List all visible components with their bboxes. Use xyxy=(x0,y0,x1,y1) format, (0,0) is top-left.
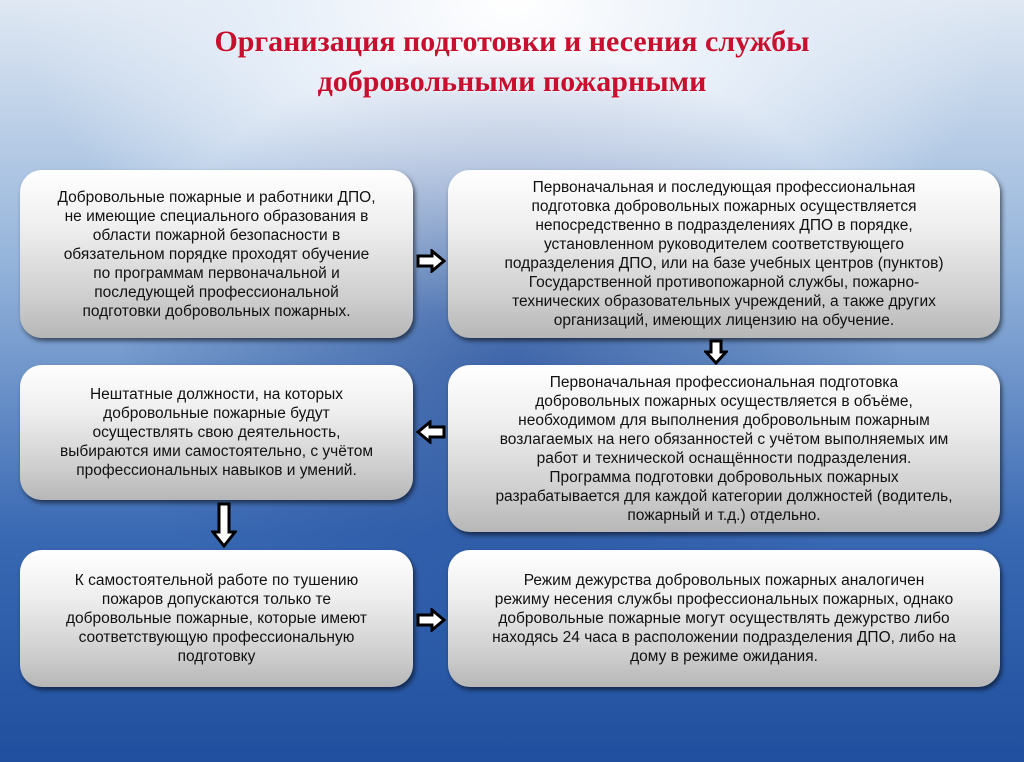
box-training-location xyxy=(448,170,1000,338)
down-arrow-icon xyxy=(704,339,728,365)
box-duty-regime-text: Режим дежурства добровольных пожарных аналогичен режиму несения службы профессиональных пожарных, однако добровольные пожарные могут осуществлять дежурство либо находясь 24 часа в расположении подразделения ДПО, либо на дому в режиме ожидания. xyxy=(492,572,956,665)
box-nonstaff-positions-text: Нештатные должности, на которых добровольные пожарные будут осуществлять свою деятельность, выбираются ими самостоятельно, с учётом профессиональных навыков и умений. xyxy=(59,386,374,479)
page-title xyxy=(0,22,1024,102)
down-arrow-icon xyxy=(211,502,237,548)
box-training-location-text: Первоначальная и последующая профессиональная подготовка добровольных пожарных осуществляется непосредственно в подразделениях ДПО в порядке, установленном руководителем соответствующего подразделения ДПО, или на базе учебных центров (пунктов) Государственной противопожарной службы, пожарно- технических образовательных учреждений, а также других организаций, имеющих лицензию на обучение. xyxy=(504,179,944,329)
box-nonstaff-positions xyxy=(20,365,413,500)
right-arrow-icon xyxy=(416,608,446,632)
left-arrow-icon xyxy=(416,420,446,444)
box-training-requirement-text: Добровольные пожарные и работники ДПО, не имеющие специального образования в области пожарной безопасности в обязательном порядке проходят обучение по программам первоначальной и последующей профессиональной подготовки добровольных пожарных. xyxy=(57,188,376,320)
title-line-1: Организация подготовки и несения службы xyxy=(214,25,810,58)
box-initial-training-scope xyxy=(448,365,1000,532)
box-firefighting-admission-text: К самостоятельной работе по тушению пожаров допускаются только те добровольные пожарные, которые имеют соответствующую профессиональную подготовку xyxy=(65,572,368,665)
right-arrow-icon xyxy=(416,249,446,273)
title-line-2: добровольными пожарными xyxy=(317,65,707,98)
box-firefighting-admission xyxy=(20,550,413,687)
box-initial-training-scope-text: Первоначальная профессиональная подготовка добровольных пожарных осуществляется в объёме, необходимом для выполнения добровольным пожарным возлагаемых на него обязанностей с учётом выполняемых им работ и технической оснащённости подразделения. Программа подготовки добровольных пожарных разрабатывается для каждой категории должностей (водитель, пожарный и т.д.) отдельно. xyxy=(495,373,953,524)
box-duty-regime xyxy=(448,550,1000,687)
box-training-requirement xyxy=(20,170,413,338)
